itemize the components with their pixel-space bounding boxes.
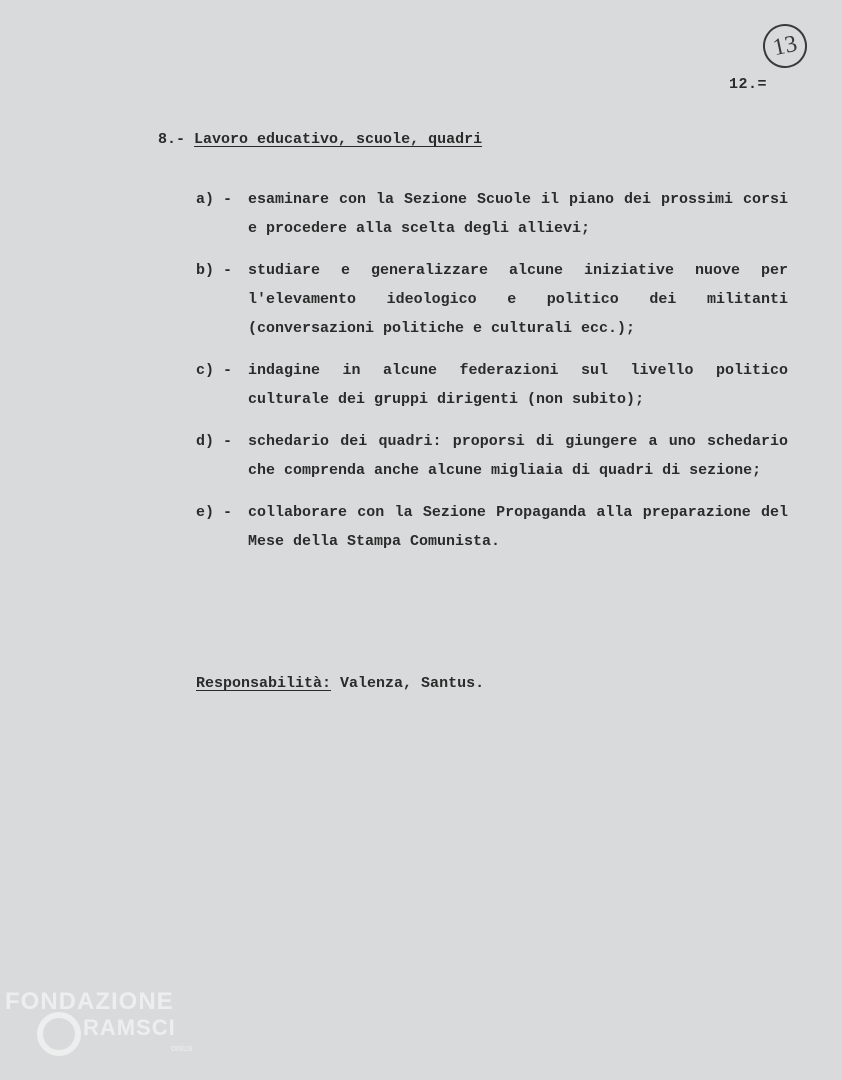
watermark-logo — [5, 988, 215, 1078]
g-logo-icon — [37, 1012, 81, 1056]
watermark-line-3: onlus — [171, 1043, 193, 1053]
responsibility-label: Responsabilità: — [196, 675, 332, 692]
list-item — [196, 356, 796, 414]
item-text: studiare e generalizzare alcune iniziative nuove per l'elevamento ideologico e politico dei militanti (conversazioni politiche e culturali ecc.); — [248, 262, 788, 337]
item-label: b) - — [196, 262, 233, 279]
watermark-line-1: FONDAZIONE — [5, 988, 174, 1015]
item-list — [196, 185, 796, 569]
list-item — [196, 498, 796, 556]
responsibility-line — [196, 675, 484, 692]
item-label: a) - — [196, 191, 233, 208]
item-label: c) - — [196, 362, 233, 379]
item-text: schedario dei quadri: proporsi di giungere a uno schedario che comprenda anche alcune migliaia di quadri di sezione; — [248, 433, 788, 479]
watermark-line-2: RAMSCI — [83, 1015, 176, 1040]
list-item — [196, 185, 796, 243]
page-number: 12.= — [729, 76, 768, 93]
responsibility-names: Valenza, Santus. — [340, 675, 485, 692]
item-text: indagine in alcune federazioni sul livello politico culturale dei gruppi dirigenti (non subito); — [248, 362, 788, 408]
list-item — [196, 256, 796, 343]
section-title: Lavoro educativo, scuole, quadri — [194, 131, 483, 148]
folio-mark: 13 — [759, 20, 811, 72]
item-text: collaborare con la Sezione Propaganda alla preparazione del Mese della Stampa Comunista. — [248, 504, 788, 550]
section-heading — [158, 131, 482, 148]
item-text: esaminare con la Sezione Scuole il piano dei prossimi corsi e procedere alla scelta degli allievi; — [248, 191, 788, 237]
item-label: e) - — [196, 504, 233, 521]
section-number: 8.- — [158, 131, 186, 148]
item-label: d) - — [196, 433, 233, 450]
list-item — [196, 427, 796, 485]
